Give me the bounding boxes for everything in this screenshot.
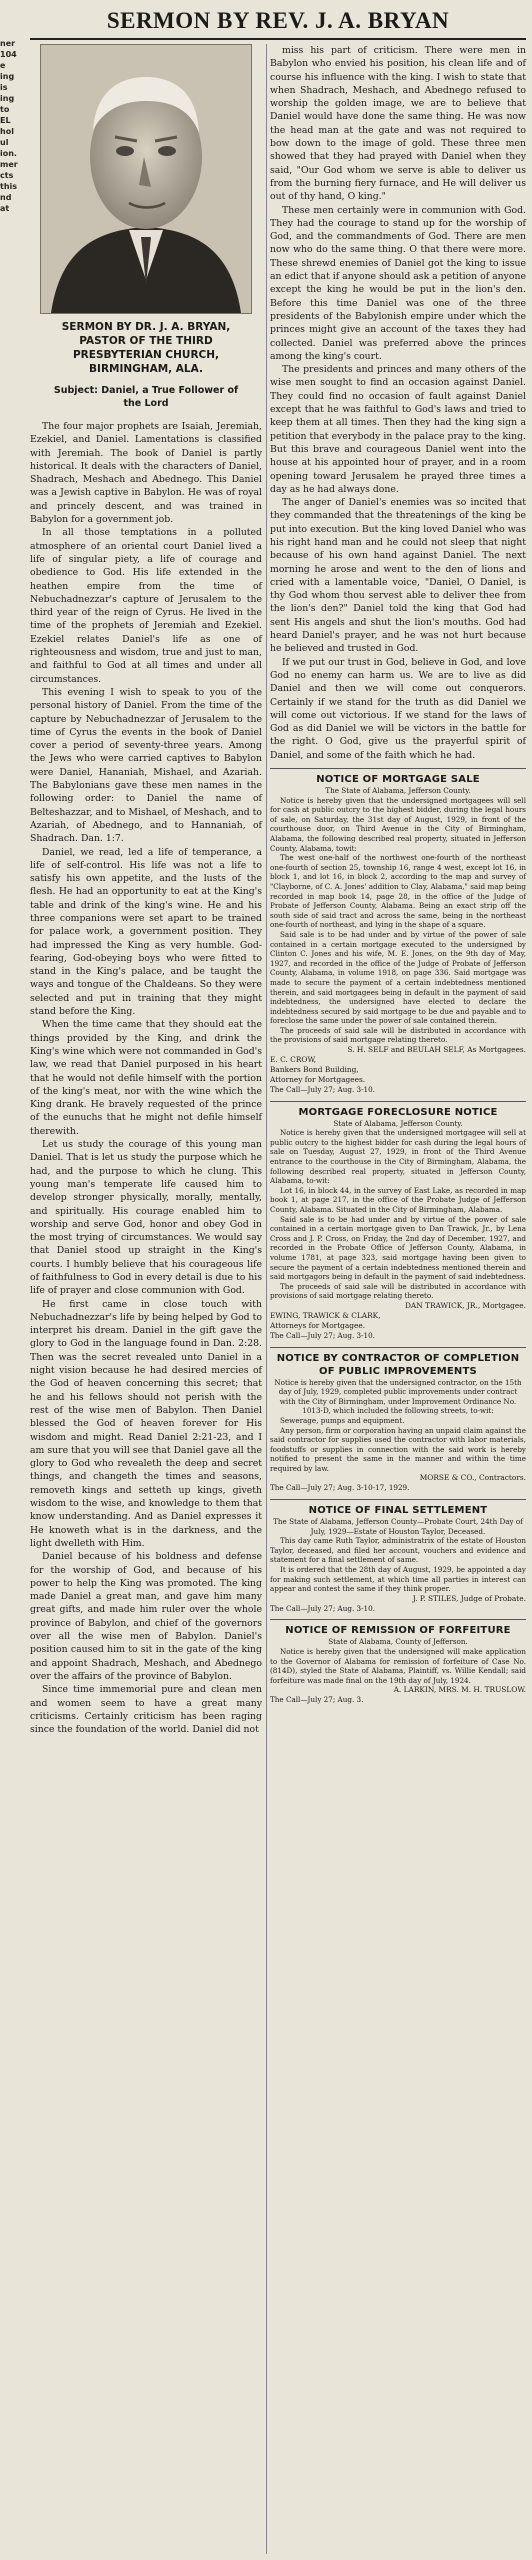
paragraph: The anger of Daniel's enemies was so incited that they commanded that the threatenings of the king be put into execution. But the king loved Daniel who was his right hand man and he could not sleep that night because of his own hand against Daniel. The next morning he arose and went to the den of lions and cried with a lamentable voice, "Daniel, O Daniel, is thy God whom thou servest able to deliver thee from the lion's den?" Daniel told the king that God had sent His angels and shut the lion's mouths. God had heard Daniel's prayer, and he was not hurt because he believed and trusted in God. xyxy=(270,497,526,655)
right-sermon-text xyxy=(270,44,526,762)
notice-text: The proceeds of said sale will be distributed in accordance with the provisions of said mortgage relating thereto. xyxy=(270,1025,526,1045)
notice-text: Said sale is to be had under and by virtue of the power of sale contained in a certain mortgage given to Dan Trawick, Jr., by Lena Cross and J. P. Cross, on Friday, the 2nd day of December, 1927, and recorded in the Probate Office of Jefferson County, Alabama, in volume 1781, at page 323, said mortgage having been given to secure the payment of a certain indebtedness mentioned therein and said mortgagors being in default in the payment of said indebtedness. xyxy=(270,1214,526,1282)
edge-fragment: ion. xyxy=(0,149,17,158)
column-rule xyxy=(266,44,267,2554)
legal-notice xyxy=(270,1101,526,1341)
edge-fragment: ner xyxy=(0,39,16,48)
right-column xyxy=(270,44,526,1705)
notice-text: State of Alabama, County of Jefferson. xyxy=(328,1637,468,1647)
paragraph: The presidents and princes and many others of the wise men sought to find an occasion against Daniel. They could find no occasion of fault against Daniel except that he was faithful to God's laws and tried to keep them at all times. Then they had the king sign a petition that everybody in the palace pray to the king. But this brave and courageous Daniel went into the house at his appointed hour of prayer, and in a room opening toward Jerusalem he prayed three times a day as he had always done. xyxy=(270,364,526,495)
paragraph: These men certainly were in communion with God. They had the courage to stand up for the worship of God, and the commandments of God. There are men now who do the same thing. O that there were more. These shrewd enemies of Daniel got the king to issue an edict that if anyone should ask a petition of anyone except the king he would be put in the lion's den. Before this time Daniel was one of the three presidents of the Babylonish empire under which the princes might give an account of the taxes they had collected. Daniel was preferred above the princes among the king's court. xyxy=(270,204,526,362)
notice-text: It is ordered that the 28th day of August, 1929, be appointed a day for making such settlement, at which time all parties in interest can appear and contest the same if they think proper. xyxy=(270,1565,526,1594)
paragraph: Let us study the courage of this young man Daniel. That is let us study the purpose which he had, and the purpose to which he clung. This young man's temperate life caused him to develop stronger physically, morally, mentally, and spiritually. His courage enabled him to worship and serve God, honor and obey God in the most trying of circumstances. We would say that Daniel stood up straight in the King's courts. I humbly believe that his courageous life of faithfulness to God in every detail is due to his life of prayer and close communion with God. xyxy=(30,1139,262,1297)
caption-line: BIRMINGHAM, ALA. xyxy=(89,363,203,375)
edge-fragment: EL xyxy=(0,116,11,125)
notice-text: Notice is hereby given that the undersigned contractor, on the 15th day of July, 1929, completed public improvements under contract with the City of Birmingham, under Improvement Ordinance No. 1013-D, which included the following streets, to-wit: xyxy=(274,1377,522,1416)
paragraph: miss his part of criticism. There were men in Babylon who envied his position, his clean life and of course his influence with the king. I wish to state that when Shadrach, Meshach, and Abednego refused to worship the golden image, we are to believe that Daniel would have done the same thing. He was now the head man at the gate and was not required to bow down to the image of gold. These three men showed that they had prayed with Daniel when they said, "Our God whom we serve is able to deliver us from the burning fiery furnace, and He will deliver us out of thy hand, O king." xyxy=(270,45,526,203)
caption-line: SERMON BY DR. J. A. BRYAN, xyxy=(61,321,231,333)
notice-publication: The Call—July 27; Aug. 3-10-17, 1929. xyxy=(270,1483,410,1493)
notice-signature: A. LARKIN, MRS. M. H. TRUSLOW. xyxy=(393,1685,526,1695)
left-column xyxy=(30,44,262,1736)
edge-fragment: 104 xyxy=(0,50,17,59)
notice-text: Sewerage, pumps and equipment. xyxy=(280,1415,405,1425)
edge-fragment: is xyxy=(0,83,8,92)
notice-attorney: EWING, TRAWICK & CLARK, xyxy=(270,1310,381,1320)
edge-fragment: ing xyxy=(0,94,15,103)
notice-heading: MORTGAGE FORECLOSURE NOTICE xyxy=(298,1106,498,1118)
paragraph: Daniel, we read, led a life of temperance, a life of self-control. His life was not a life to satisfy his own appetite, and the lusts of the flesh. He had an opportunity to eat at the King's table and drink of the king's wine. He and his three companions were set apart to be trained for palace work, a government position. They had impressed the King as very humble. God-fearing, God-obeying boys who were fitted to stand in the King's palace, and be taught the ways and tongue of the Chaldeans. So they were selected and put in training that they might stand before the King. xyxy=(30,846,262,1018)
notice-publication: The Call—July 27; Aug. 3-10. xyxy=(270,1603,375,1613)
notice-text: Notice is hereby given that the undersigned mortgagee will sell at public outcry to the highest bidder for cash during the legal hours of sale on Tuesday, August 27, 1929, in front of the Third Avenue entrance to the courthouse in the City of Birmingham, Alabama, the following described real property, situated in Jefferson County, Alabama, to-wit: xyxy=(270,1128,526,1186)
notice-heading: NOTICE OF MORTGAGE SALE xyxy=(316,774,480,786)
paragraph: He first came in close touch with Nebuchadnezzar's life by being helped by God to interpret his dream. Daniel in the gift gave the glory to God in the language found in Dan. 2:28. Then was the secret revealed unto Daniel in a night vision because he had desired mercies of the God of heaven concerning this secret; that he and his fellows should not perish with the rest of the wise men of Babylon. Then Daniel blessed the God of heaven forever for His wisdom and might. Read Daniel 2:21-23, and I am sure that you will see that Daniel gave all the glory to God who revealeth the deep and secret things, and changeth the times and seasons, removeth kings and setteth up kings, giveth wisdom to the wise, and knowledge to them that know understanding. And as Daniel expresses it He knoweth what is in the darkness, and the light dwelleth with Him. xyxy=(30,1298,262,1549)
notice-divider xyxy=(270,1619,526,1620)
notice-text: State of Alabama, Jefferson County. xyxy=(333,1118,463,1128)
paragraph: When the time came that they should eat the things provided by the King, and drink the King's wine which were not commanded in God's law, we read that Daniel purposed in his heart that he would not defile himself with the portion of the king's meat, nor with the wine which the King drank. He bravely requested of the prince of the eunuchs that he might not defile himself therewith. xyxy=(30,1019,262,1137)
paragraph: This evening I wish to speak to you of the personal history of Daniel. From the time of the capture by Nebuchadnezzar of Jerusalem to the time of Cyrus the events in the book of Daniel cover a period of seventy-three years. Among the Jews who were carried captives to Babylon were Daniel, Hananiah, Mishael, and Azariah. The Babylonians gave these men names in the following order: to Daniel the name of Belteshazzar, and to Mishael, of Meshach, and to Azariah, of Abednego, and to Hannaniah, of Shadrach. Dan. 1:7. xyxy=(30,686,262,845)
portrait-photo xyxy=(40,44,252,314)
edge-fragment: ing xyxy=(0,72,15,81)
notice-signature: DAN TRAWICK, JR., Mortgagee. xyxy=(404,1300,526,1310)
edge-fragment: at xyxy=(0,204,10,213)
notice-signature: MORSE & CO., Contractors. xyxy=(419,1473,526,1483)
subject-line: the Lord xyxy=(123,398,169,409)
edge-fragment: to xyxy=(0,105,10,114)
notice-divider xyxy=(270,768,526,769)
notice-text: Any person, firm or corporation having an unpaid claim against the said contractor for supplies used the contractor with labor materials, foodstuffs or supplies in connection with the said work is hereby notified to present the same in the manner and within the time required by law. xyxy=(270,1425,526,1473)
legal-notice xyxy=(270,768,526,1095)
portrait-illustration xyxy=(41,45,251,313)
legal-notice xyxy=(270,1499,526,1613)
legal-notice xyxy=(270,1347,526,1494)
notice-text: The State of Alabama, Jefferson County—Probate Court, 24th Day of July, 1929—Estate of Houston Taylor, Deceased. xyxy=(273,1517,523,1536)
edge-fragment: this xyxy=(0,182,18,191)
notice-divider xyxy=(270,1347,526,1348)
legal-notice xyxy=(270,1619,526,1705)
edge-fragment: e xyxy=(0,61,6,70)
notice-text: The proceeds of said sale will be distributed in accordance with provisions of said mortgage relating thereto. xyxy=(270,1281,526,1301)
notice-text: Said sale is to be had under and by virtue of the power of sale contained in a certain mortgage executed to the undersigned by Clinton C. Jones and his wife, M. E. Jones, on the 9th day of May, 1927, and recorded in the office of the Judge of Probate of Jefferson County, Alabama, in volume 1918, on page 336. Said mortgage was made to secure the payment of a certain indebtedness mentioned therein, and said mortgagees being in default in the payment of said indebtedness, the undersigned have elected to declare the indebtedness secured by said mortgage to be due and payable and to foreclose the same under the power of sale contained therein. xyxy=(270,929,526,1026)
notice-heading: NOTICE OF FINAL SETTLEMENT xyxy=(308,1505,488,1517)
paragraph: If we put our trust in God, believe in God, and love God no enemy can harm us. We are to live as did Daniel and then we will come out conquerors. Certainly if we stand for the truth as did Daniel we will come out victorious. If we stand for the laws of God as did Daniel we will be victors in the battle for the right. O God, give us the prayerful spirit of Daniel, and some of the faith which he had. xyxy=(270,656,526,761)
notice-publication: The Call—July 27; Aug. 3. xyxy=(270,1695,364,1705)
notice-divider xyxy=(270,1499,526,1500)
left-sermon-text xyxy=(30,420,262,1736)
notice-text: Lot 16, in block 44, in the survey of East Lake, as recorded in map book 1, at page 217, in the office of the Probate Judge of Jefferson County, Alabama. Situated in the City of Birmingham, Alabama. xyxy=(270,1185,526,1214)
legal-notices xyxy=(270,768,526,1705)
notice-publication: The Call—July 27; Aug. 3-10. xyxy=(270,1330,375,1340)
edge-fragment: nd xyxy=(0,193,12,202)
caption-line: PASTOR OF THE THIRD xyxy=(79,335,213,347)
edge-fragment: hol xyxy=(0,127,14,136)
notice-text: The State of Alabama, Jefferson County. xyxy=(325,786,471,796)
notice-heading: NOTICE OF REMISSION OF FORFEITURE xyxy=(285,1625,511,1637)
notice-heading: NOTICE BY CONTRACTOR OF COMPLETION OF PUBLIC IMPROVEMENTS xyxy=(276,1352,520,1377)
notice-publication: The Call—July 27; Aug. 3-10. xyxy=(270,1085,375,1095)
paragraph: Since time immemorial pure and clean men and women seem to have a great many criticisms. Certainly criticism has been raging since the foundation of the world. Daniel did not xyxy=(30,1684,262,1736)
edge-fragment: cts xyxy=(0,171,14,180)
photo-caption xyxy=(30,320,262,376)
notice-attorney: Attorney for Mortgagees. xyxy=(270,1075,366,1085)
notice-signature: S. H. SELF and BEULAH SELF, As Mortgagees. xyxy=(347,1045,526,1055)
subject-line: Subject: Daniel, a True Follower of xyxy=(53,385,239,396)
notice-attorney: E. C. CROW, xyxy=(270,1055,317,1065)
notice-text: Notice is hereby given that the undersigned mortgagees will sell for cash at public outcry to the highest bidder, during the legal hours of sale, on Saturday, the 31st day of August, 1929, in front of the courthouse door, on Third Avenue in the City of Birmingham, Alabama, the following described real property, situated in Jefferson County, Alabama, towit: xyxy=(270,795,526,853)
caption-line: PRESBYTERIAN CHURCH, xyxy=(72,349,220,361)
left-edge-clipping xyxy=(0,38,26,278)
edge-fragment: ul xyxy=(0,138,9,147)
paragraph: Daniel because of his boldness and defense for the worship of God, and because of his power to help the King was promoted. The king made Daniel a great man, and gave him many great gifts, and made him ruler over the whole province of Babylon, and chief of the governors over all the wise men of Babylon. Daniel's position caused him to sit in the gate of the king and appoint Shadrach, Meshach, and Abednego over the affairs of the province of Babylon. xyxy=(30,1551,262,1682)
edge-fragment: mer xyxy=(0,160,18,169)
headline: SERMON BY REV. J. A. BRYAN xyxy=(30,4,526,40)
sermon-subject xyxy=(30,384,262,410)
notice-attorney: Bankers Bond Building, xyxy=(270,1065,359,1075)
notice-divider xyxy=(270,1101,526,1102)
paragraph: In all those temptations in a polluted atmosphere of an oriental court Daniel lived a life of singular piety, a life of courage and obedience to God. His life extended in the heathen empire from the time of Nebuchadnezzar's capture of Jerusalem to the third year of the reign of Cyrus. He lived in the time of the prophets of Jeremiah and Ezekiel. Ezekiel relates Daniel's life as one of righteousness and wisdom, true and just to man, and faithful to God at all times and under all circumstances. xyxy=(30,527,262,685)
paragraph: The four major prophets are Isaiah, Jeremiah, Ezekiel, and Daniel. Lamentations is classified with Jeremiah. The book of Daniel is partly historical. It deals with the characters of Daniel, Shadrach, Meshach and Abednego. This Daniel was a Jewish captive in Babylon. He was of royal and princely descent, and was trained in Babylon for a government job. xyxy=(30,421,262,526)
notice-signature: J. P. STILES, Judge of Probate. xyxy=(412,1593,526,1603)
notice-attorney: Attorneys for Mortgagee. xyxy=(270,1320,366,1330)
notice-text: This day came Ruth Taylor, administratrix of the estate of Houston Taylor, deceased, and filed her account, vouchers and evidence and statement for a final settlement of same. xyxy=(270,1536,526,1565)
notice-text: Notice is hereby given that the undersigned will make application to the Governor of Alabama for remission of forfeiture of Case No. (814D), styled the State of Alabama, Plaintiff, vs. Willie Kendall; said forfeiture was made final on the 19th day of July, 1924. xyxy=(270,1647,526,1685)
notice-text: The west one-half of the northwest one-fourth of the northeast one-fourth of section 25, township 16, range 4 west, except lot 16, in block 1, and lot 16, in block 2, according to the map and survey of "Clayborne, of C. A. Jones' addition to Clay, Alabama," said map being recorded in map book 14, page 28, in the office of the Judge of Probate of Jefferson County, Alabama. Being an exact strip off the south side of said tract and across the same, being in the northeast one-fourth of northeast, and lying in the shape of a square. xyxy=(270,853,526,930)
